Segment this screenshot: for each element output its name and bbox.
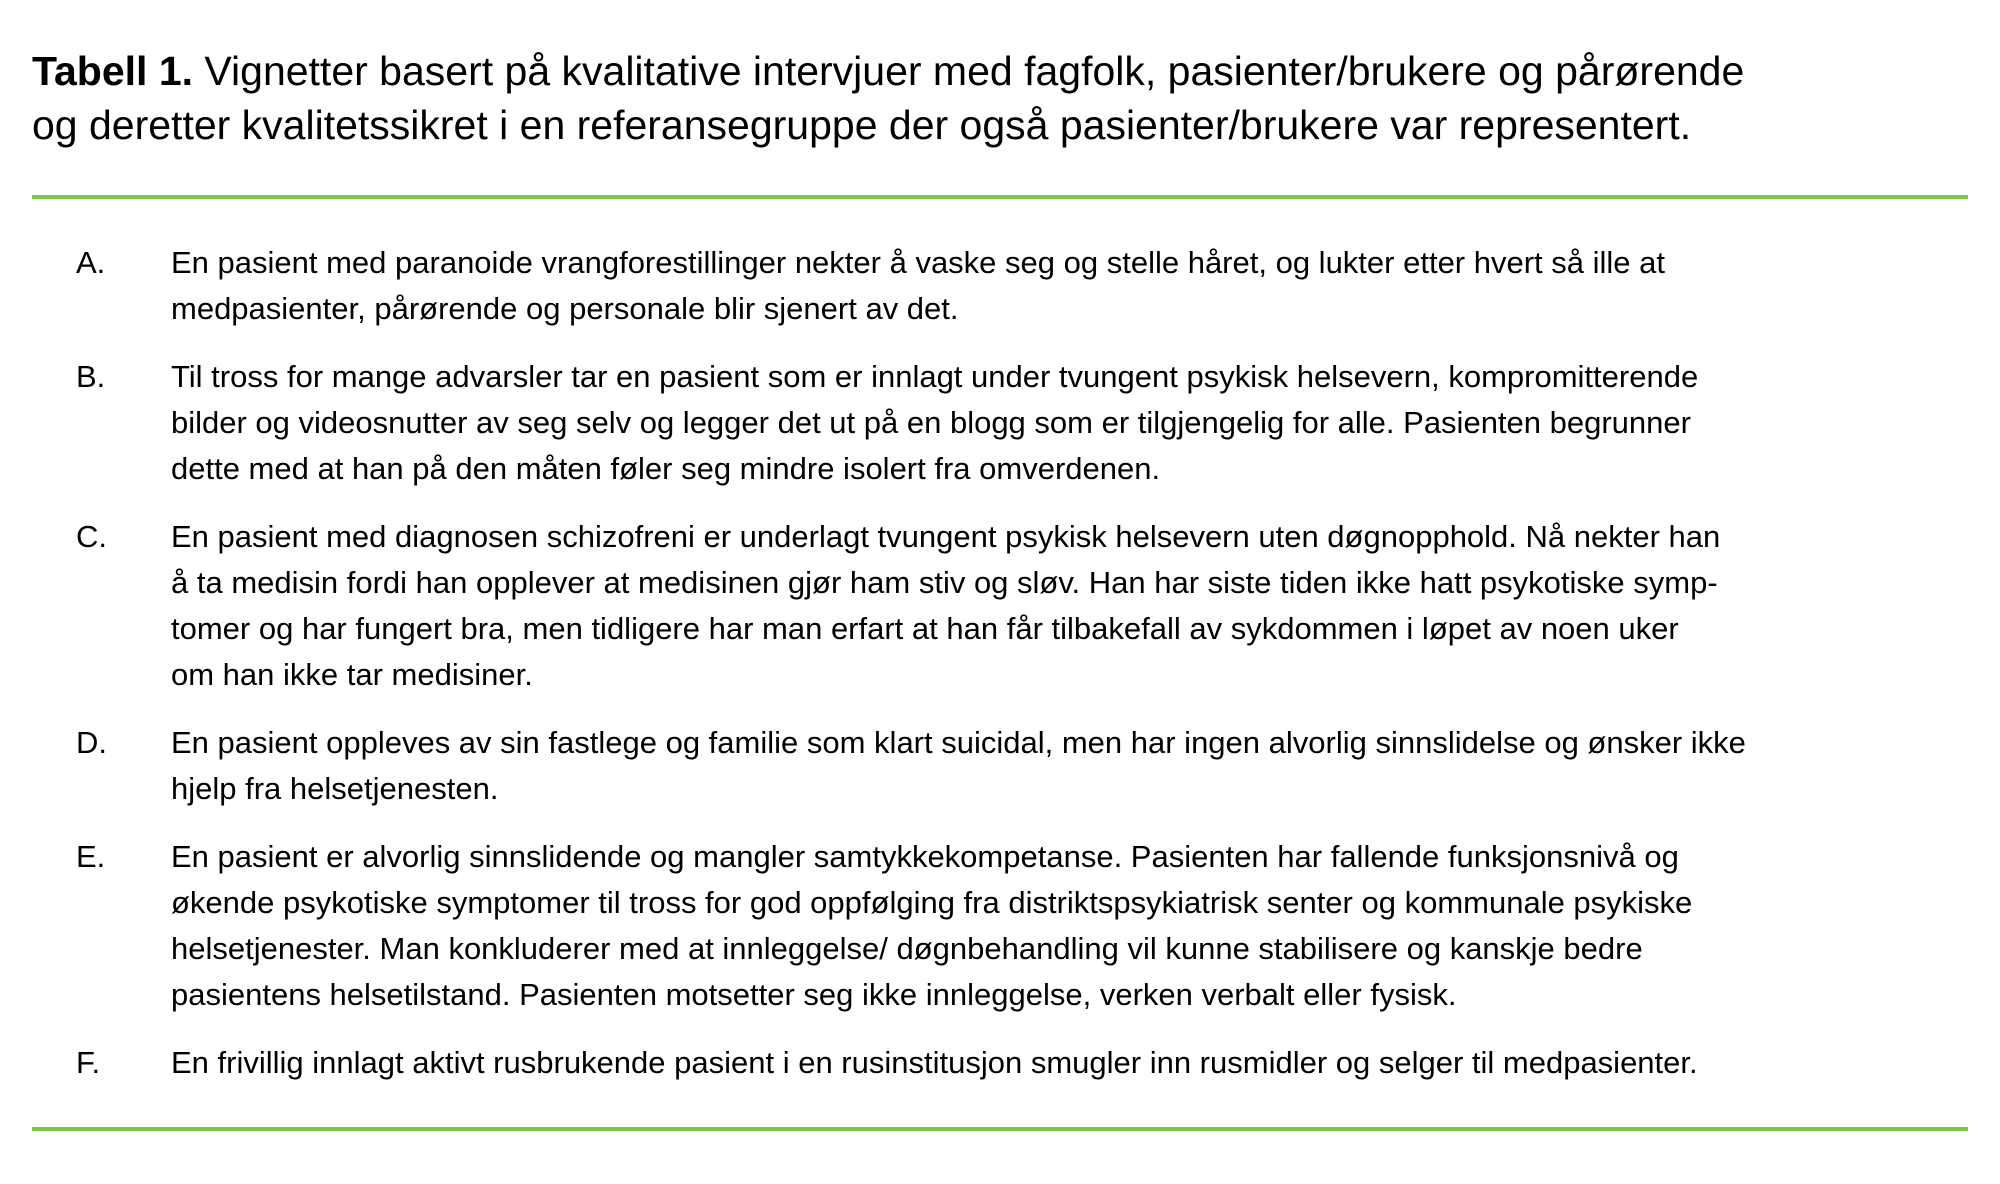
top-divider [32, 195, 1968, 199]
vignette-item-e [0, 834, 2000, 1018]
text-line: Til tross for mange advarsler tar en pasient som er innlagt under tvungent psykisk helsevern, kompromitterende [171, 359, 1699, 394]
vignette-letter: A. [76, 245, 106, 280]
text-line: En pasient oppleves av sin fastlege og familie som klart suicidal, men har ingen alvorlig sinnslidelse og ønsker ikke [171, 725, 1746, 760]
text-line: En pasient med diagnosen schizofreni er underlagt tvungent psykisk helsevern uten døgnopphold. Nå nekter han [171, 519, 1721, 554]
vignette-text [171, 354, 1931, 492]
vignette-list [0, 240, 2000, 1108]
text-line: En pasient med paranoide vrangforestillinger nekter å vaske seg og stelle håret, og lukter etter hvert så ille at [171, 245, 1665, 280]
text-line: hjelp fra helsetjenesten. [171, 771, 499, 806]
vignette-letter: D. [76, 725, 107, 760]
caption-label: Tabell 1. [32, 48, 194, 94]
text-line: helsetjenester. Man konkluderer med at innleggelse/ døgnbehandling vil kunne stabilisere og kanskje bedre [171, 931, 1643, 966]
text-line: En frivillig innlagt aktivt rusbrukende pasient i en rusinstitusjon smugler inn rusmidler og selger til medpasienter. [171, 1045, 1698, 1080]
text-line: pasientens helsetilstand. Pasienten motsetter seg ikke innleggelse, verken verbalt eller fysisk. [171, 977, 1457, 1012]
vignette-letter: F. [76, 1045, 101, 1080]
vignette-text [171, 834, 1931, 1018]
text-line: medpasienter, pårørende og personale blir sjenert av det. [171, 291, 959, 326]
bottom-divider [32, 1127, 1968, 1131]
vignette-item-f [0, 1040, 2000, 1086]
vignette-text [171, 240, 1931, 332]
text-line: økende psykotiske symptomer til tross for god oppfølging fra distriktspsykiatrisk senter og kommunale psykiske [171, 885, 1693, 920]
table-caption [32, 44, 1972, 152]
vignette-item-a [0, 240, 2000, 332]
vignette-item-d [0, 720, 2000, 812]
text-line: tomer og har fungert bra, men tidligere har man erfart at han får tilbakefall av sykdommen i løpet av noen uker [171, 611, 1679, 646]
text-line: om han ikke tar medisiner. [171, 657, 533, 692]
vignette-letter: E. [76, 839, 106, 874]
vignette-item-b [0, 354, 2000, 492]
text-line: bilder og videosnutter av seg selv og legger det ut på en blogg som er tilgjengelig for alle. Pasienten begrunner [171, 405, 1691, 440]
vignette-text [171, 1040, 1931, 1086]
caption-line [32, 44, 1972, 98]
vignette-item-c [0, 514, 2000, 698]
caption-line: og deretter kvalitetssikret i en referansegruppe der også pasienter/brukere var representert. [32, 102, 1692, 148]
vignette-text [171, 514, 1931, 698]
vignette-letter: C. [76, 519, 107, 554]
text-line: dette med at han på den måten føler seg mindre isolert fra omverdenen. [171, 451, 1161, 486]
vignette-text [171, 720, 1931, 812]
text-line: En pasient er alvorlig sinnslidende og mangler samtykkekompetanse. Pasienten har fallende funksjonsnivå og [171, 839, 1679, 874]
text-line: å ta medisin fordi han opplever at medisinen gjør ham stiv og sløv. Han har siste tiden ikke hatt psykotiske symp- [171, 565, 1718, 600]
vignette-letter: B. [76, 359, 106, 394]
caption-text: Vignetter basert på kvalitative intervjuer med fagfolk, pasienter/brukere og pårørende [193, 48, 1745, 94]
